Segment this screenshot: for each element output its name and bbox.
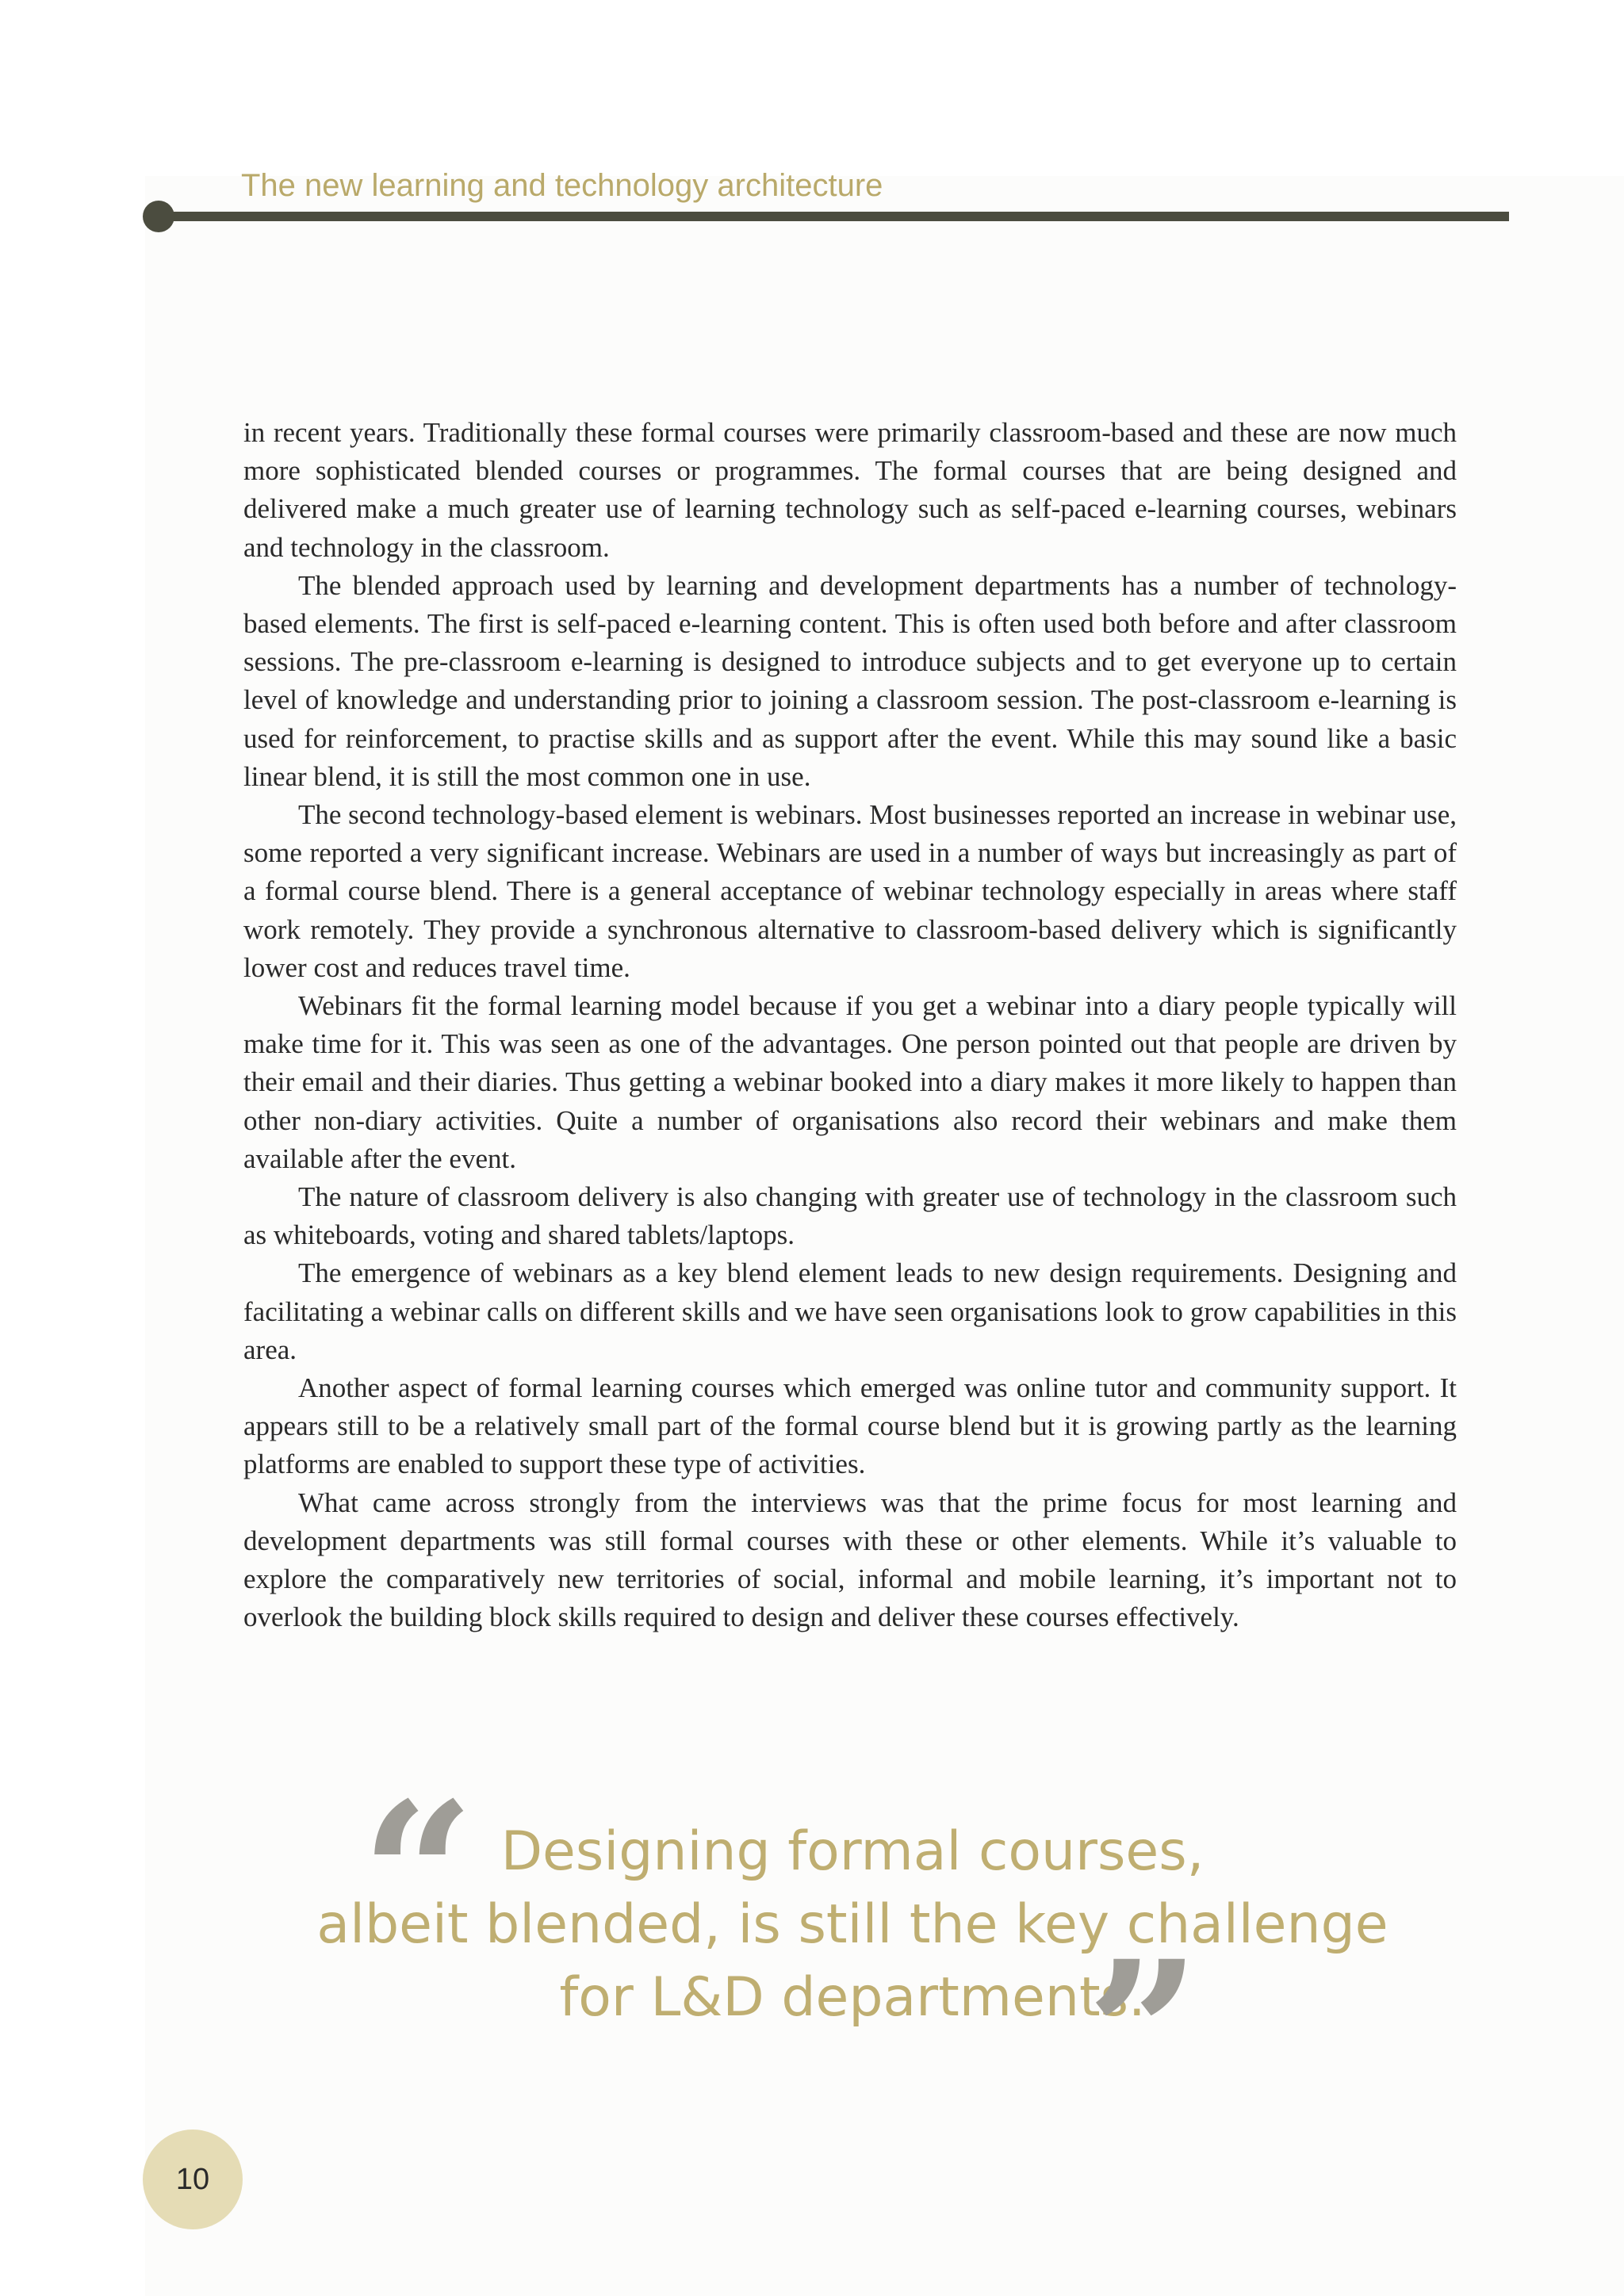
body-paragraph: The emergence of webinars as a key blend element leads to new design requirements. Designing and facilitating a webinar calls on different skills and we have seen organisations look to grow capabilities in this area. xyxy=(243,1257,1457,1365)
body-paragraph: The blended approach used by learning and development departments has a number of technology-based elements. The first is self-paced e-learning content. This is often used both before and after classroom sessions. The pre-classroom e-learning is designed to introduce subjects and to get everyone up to certain level of knowledge and understanding prior to joining a classroom session. The post-classroom e-learning is used for reinforcement, to practise skills and as support after the event. While this may sound like a basic linear blend, it is still the most common one in use. xyxy=(243,569,1457,792)
body-text xyxy=(243,414,1457,1637)
body-paragraph: Webinars fit the formal learning model because if you get a webinar into a diary people typically will make time for it. This was seen as one of the advantages. One person pointed out that people are driven by their email and their diaries. Thus getting a webinar booked into a diary makes it more likely to happen than other non-diary activities. Quite a number of organisations also record their webinars and make them available after the event. xyxy=(243,990,1457,1174)
pull-quote-line: Designing formal courses, xyxy=(500,1820,1205,1883)
running-header-title: The new learning and technology architecture xyxy=(241,168,883,203)
open-quote-icon: “ xyxy=(361,1758,475,1992)
close-quote-icon: ” xyxy=(1086,1917,1201,2150)
pull-quote xyxy=(238,1816,1467,2034)
body-paragraph: Another aspect of formal learning courses which emerged was online tutor and community support. It appears still to be a relatively small part of the formal course blend but it is growing partly as the learning platforms are enabled to support these type of activities. xyxy=(243,1372,1457,1480)
body-paragraph: The nature of classroom delivery is also changing with greater use of technology in the classroom such as whiteboards, voting and shared tablets/laptops. xyxy=(243,1181,1457,1251)
page-number-badge xyxy=(143,2130,243,2229)
body-paragraph: The second technology-based element is webinars. Most businesses reported an increase in webinar use, some reported a very significant increase. Webinars are used in a number of ways but increasingly as part of a formal course blend. There is a general acceptance of webinar technology especially in areas where staff work remotely. They provide a synchronous alternative to classroom-based delivery which is significantly lower cost and reduces travel time. xyxy=(243,799,1457,983)
header-rule-dot xyxy=(143,201,174,232)
body-paragraph: What came across strongly from the interviews was that the prime focus for most learning and development departments was still formal courses with these or other elements. While it’s valuable to explore the comparatively new territories of social, informal and mobile learning, it’s important not to overlook the building block skills required to design and deliver these courses effectively. xyxy=(243,1487,1457,1633)
pull-quote-line: albeit blended, is still the key challenge xyxy=(316,1893,1388,1956)
page-number: 10 xyxy=(175,2162,210,2196)
body-paragraph: in recent years. Traditionally these formal courses were primarily classroom-based and these are now much more sophisticated blended courses or programmes. The formal courses that are being designed and delivered make a much greater use of learning technology such as self-paced e-learning courses, webinars and technology in the classroom. xyxy=(243,417,1457,563)
header-rule xyxy=(157,212,1509,221)
pull-quote-line: for L&D departments. xyxy=(559,1966,1146,2029)
